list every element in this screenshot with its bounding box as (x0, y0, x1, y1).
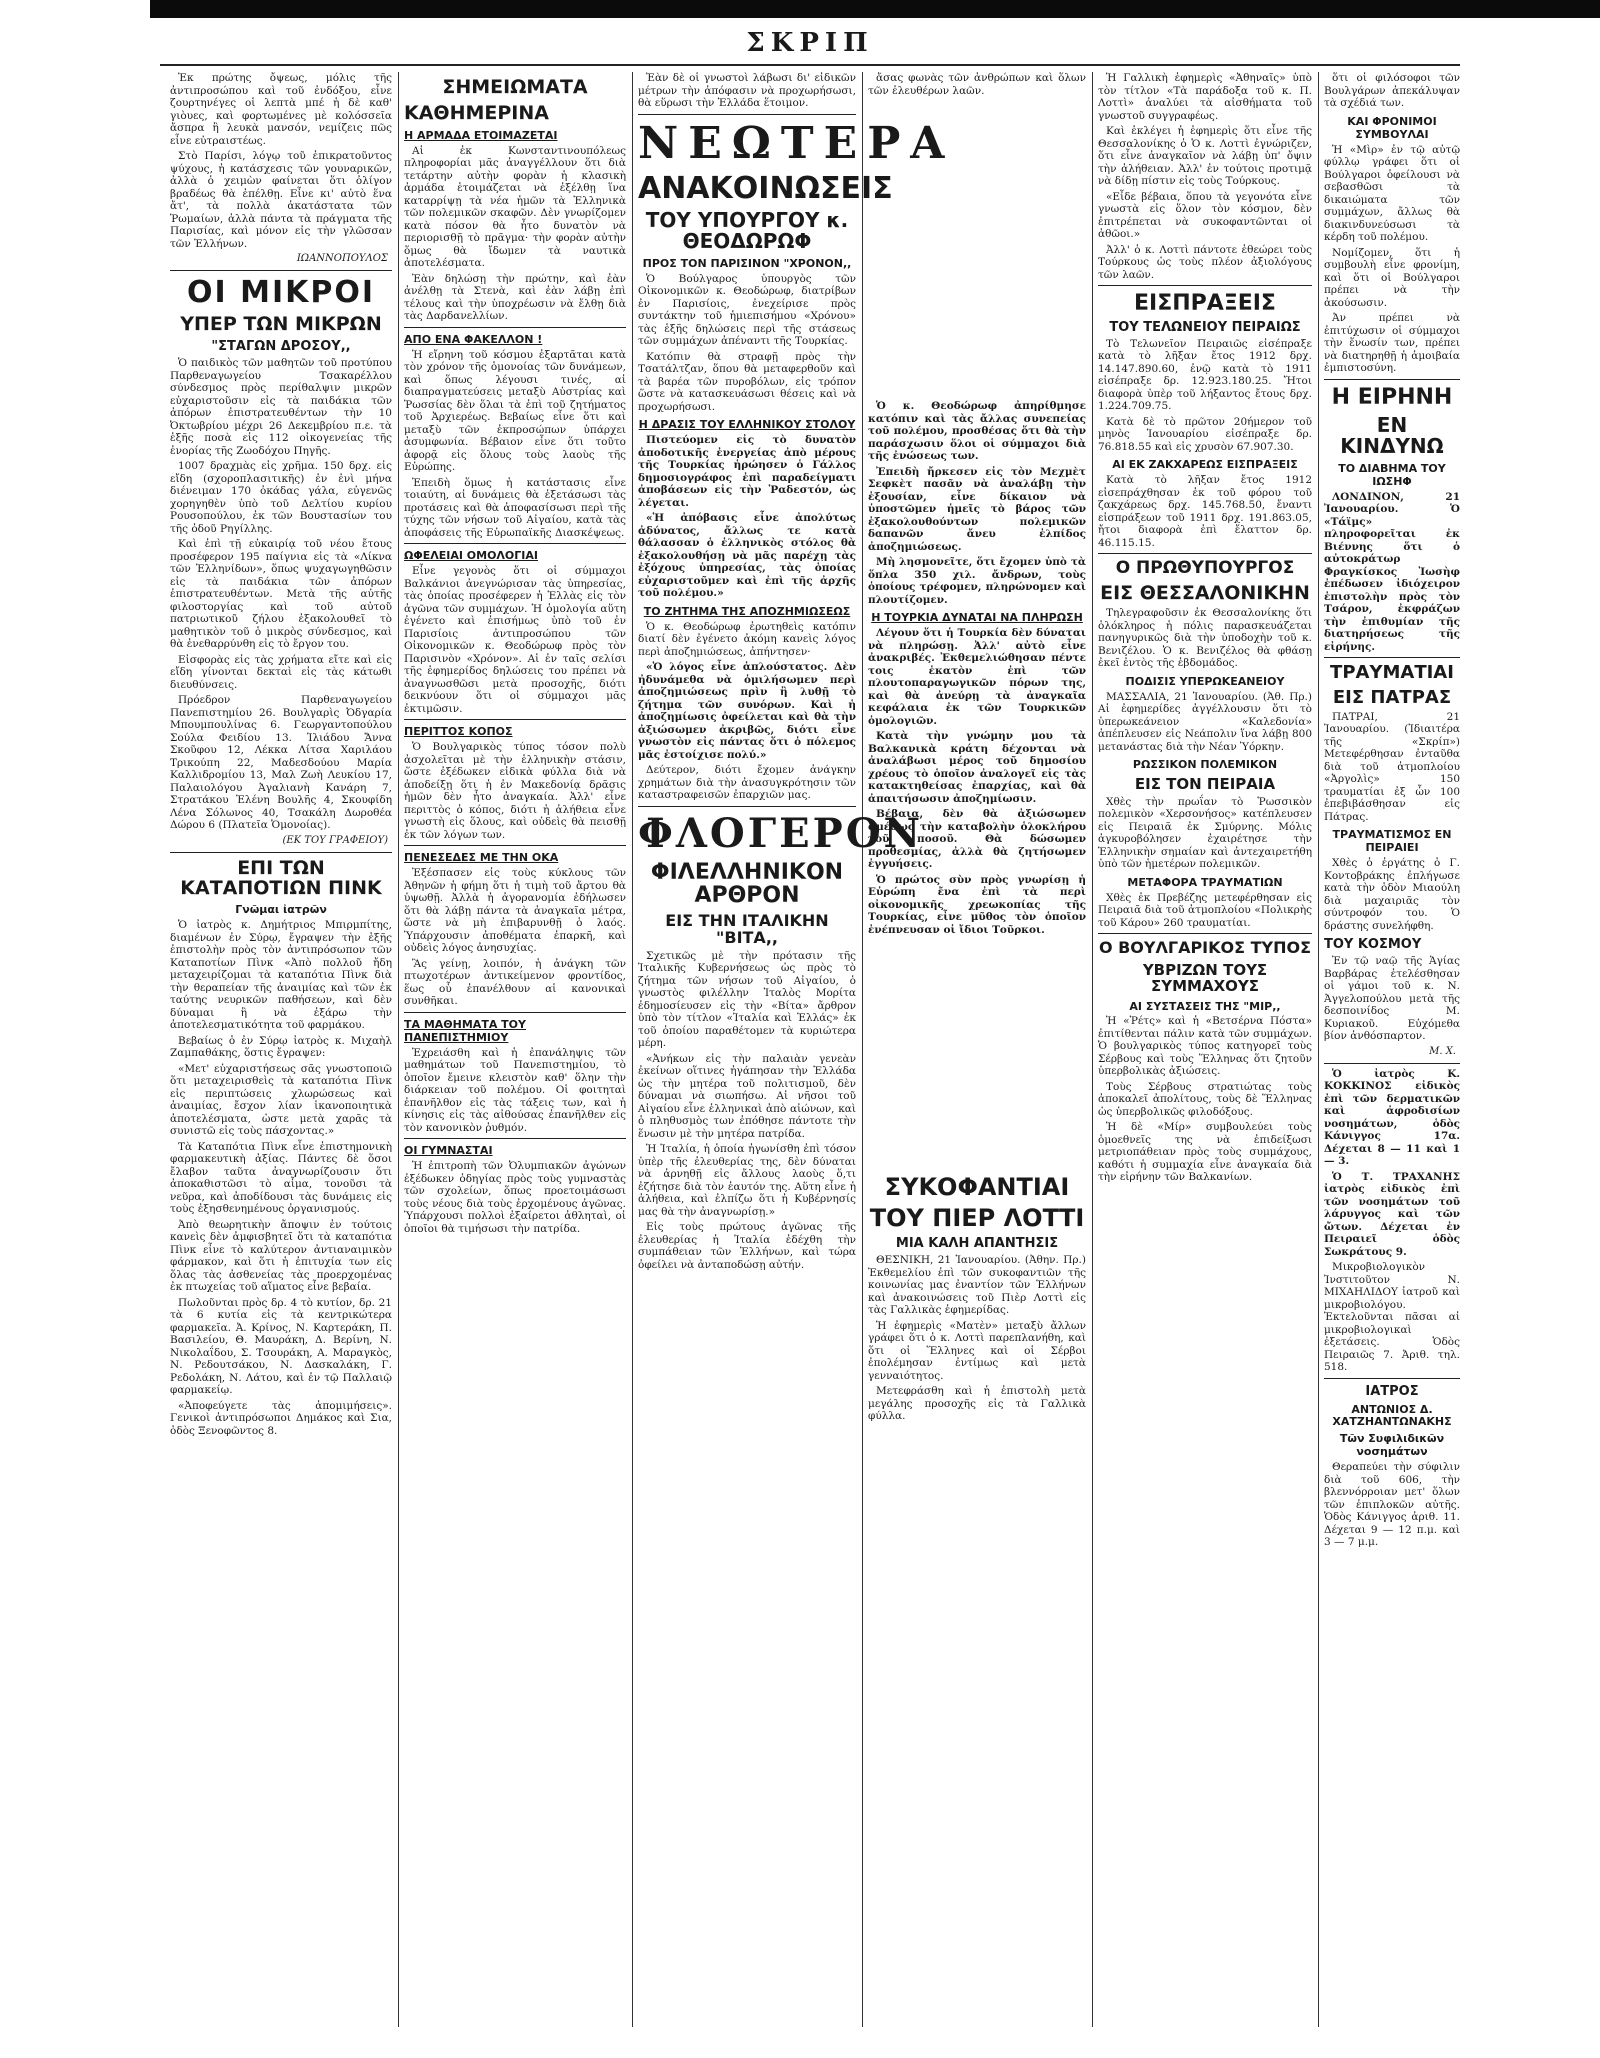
column-1 (170, 72, 392, 2027)
section-heading: ΚΑΘΗΜΕΡΙΝΑ (404, 101, 549, 124)
divider (170, 852, 392, 853)
divider (1324, 1378, 1460, 1379)
subheadline: Γνῶμαι ἰατρῶν (235, 903, 327, 917)
article-paragraph: Κατὰ δὲ τὸ πρῶτον 20ήμερον τοῦ μηνὸς Ἰανουαρίου εἰσέπραξε δρ. 76.818.55 καὶ εἰς χρυσὸν 67.907.30. (1098, 415, 1312, 453)
article-headline: ΜΕΤΑΦΟΡΑ ΤΡΑΥΜΑΤΙΩΝ (1127, 875, 1283, 889)
article-paragraph: ἄσας φωνὰς τῶν ἀνθρώπων καὶ ὅλων τῶν ἐλευθέρων λαῶν. (868, 72, 1086, 97)
article-headline: ΠΕΝΕΣΕΔΕΣ ΜΕ ΤΗΝ ΟΚΑ (404, 851, 559, 865)
article-paragraph: Ἡ ἐφημερὶς «Ματὲν» μεταξὺ ἄλλων γράφει ὅτι ὁ κ. Λοττὶ παρεπλανήθη, καὶ ὅτι οἱ Ἕλληνες καὶ οἱ Σέρβοι ἐπολέμησαν ἐντίμως καὶ μετὰ γενναιότητος. (868, 1319, 1086, 1382)
article-paragraph: Ἀπὸ θεωρητικὴν ἄποψιν ἐν τούτοις κανεὶς δὲν ἀμφισβητεῖ ὅτι τὰ καταπότια Πὶνκ εἶνε τὸ καλύτερον ἀντιαναιμικὸν φάρμακον, καὶ ὅτι ἡ ἐπιτυχία των εἰς ὅλας τὰς ἀσθενείας τὰς προερχομένας ἐκ πτωχείας τοῦ αἵματος εἶνε βεβαία. (170, 1218, 392, 1294)
article-paragraph: Ὁ Βούλγαρος ὑπουργὸς τῶν Οἰκονομικῶν κ. Θεοδώρωφ, διατρίβων ἐν Παρισίοις, ἐνεχείρισε πρὸς συντάκτην τοῦ ἡμιεπισήμου «Χρόνου» τὰς ἑξῆς δηλώσεις περὶ τῆς στάσεως τῶν συμμάχων ἀπέναντι τῆς Τουρκίας. (638, 272, 856, 348)
article-paragraph: Ὁ κ. Θεοδώρωφ ἀπηρίθμησε κατόπιν καὶ τὰς ἄλλας συνεπείας τοῦ πολέμου, προσθέσας ὅτι θὰ τὴν παράσχωσιν ὅλοι οἱ σύμμαχοι διὰ τῆς ἐνώσεως των. (868, 400, 1086, 462)
column-divider (632, 72, 633, 2027)
column-4 (868, 72, 1086, 2027)
article-paragraph: ΘΕΣΝΙΚΗ, 21 Ἰανουαρίου. (Ἀθην. Πρ.) Ἐκθεμελίου ἐπὶ τῶν συκοφαντιῶν τῆς κοινωνίας μας ἐναντίον τῶν Ἑλλήνων καὶ ἀνακοινώσεις τοῦ Πιὲρ Λοττὶ εἰς τὰς Γαλλικὰς ἐφημερίδας. (868, 1254, 1086, 1317)
advertisement-heading: ΑΝΤΩΝΙΟΣ Δ. ΧΑΤΖΗΑΝΤΩΝΑΚΗΣ (1332, 1403, 1452, 1428)
article-paragraph: Ἐὰν δηλώσῃ τὴν πρώτην, καὶ ἐὰν ἀνέλθῃ τὰ Στενὰ, καὶ ἐὰν λάβῃ ἐπὶ τέλους καὶ τὴν ὑποχρέωσιν νὰ ἔλθῃ διὰ τὰς Δαρδανελλίων. (404, 272, 626, 323)
article-paragraph: Ὁ ἰατρὸς κ. Δημήτριος Μπιρμπίτης, διαμένων ἐν Σύρῳ, ἔγραψεν τὴν ἑξῆς ἐπιστολὴν πρὸς τὸν ἀντιπρόσωπον τῶν Καταποτίων Πὶνκ «Ἀπὸ πολλοῦ ἤδη μεταχειρίζομαι τὰ καταπότια Πὶνκ διὰ τὴν θεραπείαν τῆς ἀναιμίας καὶ τῶν ἐκ ταύτης νευρικῶν παθήσεων, καὶ δὲν δύναμαι ἢ νὰ ἐξάρω τὴν ἀποτελεσματικότητα τοῦ φαρμάκου. (170, 919, 392, 1032)
divider (638, 114, 856, 115)
subheadline: ΠΡΟΣ ΤΟΝ ΠΑΡΙΣΙΝΟΝ "ΧΡΟΝΟΝ,, (642, 257, 852, 271)
article-paragraph: ΛΟΝΔΙΝΟΝ, 21 Ἰανουαρίου. Ὁ «Τάϊμς» πληροφορεῖται ἐκ Βιέννης ὅτι ὁ αὐτοκράτωρ Φραγκίσκος Ἰωσὴφ ἐπέδωσεν ἰδιόχειρον ἐπιστολὴν πρὸς τὸν Τσάρον, ἐκφράζων τὴν ἐπιθυμίαν τῆς διατηρήσεως τῆς εἰρήνης. (1324, 490, 1460, 653)
advertisement-heading: ΙΑΤΡΟΣ (1365, 1383, 1419, 1399)
article-paragraph: Πιστεύομεν εἰς τὸ δυνατὸν ἀποδοτικῆς ἐνεργείας ἀπὸ μέρους τῆς Τουρκίας ἡρώησεν ὁ Γάλλος δημοσιογράφος ἐπὶ παραδείγματι ἀποβάσεων εἰς τὴν Ῥαδεστόν, ὡς λέγεται. (638, 434, 856, 509)
article-paragraph: Κατὰ τὴν γνώμην μου τὰ Βαλκανικὰ κράτη δέχονται νὰ ἀναλάβωσι μέρος τοῦ δημοσίου χρέους τὸ ὁποῖον ἀναλογεῖ εἰς τὰς κατακτηθείσας ἐπαρχίας, καὶ θὰ ἀπαιτήσωσιν ἀποζημίωσιν. (868, 730, 1086, 805)
article-headline: Η ΤΟΥΡΚΙΑ ΔΥΝΑΤΑΙ ΝΑ ΠΛΗΡΩΣΗ (871, 611, 1083, 624)
article-headline: ΡΩΣΣΙΚΟΝ ΠΟΛΕΜΙΚΟΝ (1132, 758, 1278, 772)
advertisement: Θεραπεύει τὴν σύφιλιν διὰ τοῦ 606, τὴν βλεννόρροιαν μετ' ὅλων τῶν ἐπιπλοκῶν αὐτῆς. Ὁδὸς Κάνιγγος ἀριθ. 11. Δέχεται 9 — 12 π.μ. καὶ 3 — 7 μ.μ. (1324, 1461, 1460, 1549)
byline: ΙΩΑΝΝΟΠΟΥΛΟΣ (296, 253, 388, 264)
article-paragraph: Ἐκ πρώτης ὄψεως, μόλις τῆς ἀντιπροσώπου καὶ τοῦ ἐνδόξου, εἶνε ζουρτηνέγες οἱ λεπτὰ μπέ ἡ δὲ καθ' γιὸυες, καὶ φορτωμένες μὲ κολόσσεῖα ἄσπρα ἢ λευκὰ μανσόν, νεμίζεις πῶς εἶνε εὐτραιστέως. (170, 72, 392, 147)
article-paragraph: Τηλεγραφοῦσιν ἐκ Θεσσαλονίκης ὅτι ὁλόκληρος ἡ πόλις παρασκευάζεται πανηγυρικῶς διὰ τὴν ὑποδοχὴν τοῦ κ. Βενιζέλου. Ὁ κ. Βενιζέλος θὰ φθάσῃ ἐκεῖ ἐντὸς τῆς ἑβδομάδος. (1098, 607, 1312, 670)
article-paragraph: Χθὲς ἐκ Πρεβέζης μετεφέρθησαν εἰς Πειραιᾶ διὰ τοῦ ἀτμοπλοίου «Πολικρὴς τοῦ Κάρου» 260 τραυματίαι. (1098, 891, 1312, 929)
column-divider (398, 72, 399, 2027)
article-paragraph: Πρόεδρον Παρθεναγωγείου Πανεπιστημίου 26. Βουλγαρὶς Ὀδγαρία Μπουμπουλίνας 6. Γεωργαντοπούλου Σούλα Φειδίου 13. Ἰλιάδου Ἄννα Σκοῦφου 12, Λέκκα Λίτσα Χαριλάου Τρικούπη 22, Μαδεσδούου Μαρία Καλλιδρομίου 13, Μαλ Ζωὴ Λευκίου 17, Παλαιολόγου Ἀγαλιανὴ Κανάρη 7, Στρατάκου Ἑλένη Βουλῆς 4, Σκουφίδη Λένα Σόλωνος 40, Τσακάλη Δωροθέα Δώρου 6 (Πλατεῖα Ὁμονοίας). (170, 694, 392, 832)
article-headline: ΤΟΥ ΚΟΣΜΟΥ (1324, 937, 1422, 953)
article-paragraph: Τοὺς Σέρβους στρατιώτας τοὺς ἀποκαλεῖ ἀπολίτους, τοὺς δὲ Ἕλληνας ὡς ὑπερβολικῶς φιλοδόξους. (1098, 1080, 1312, 1118)
divider (404, 1138, 626, 1139)
article-paragraph: Νομίζομεν, ὅτι ἡ συμβουλὴ εἶνε φρονίμη, καὶ ὅτι οἱ Βούλγαροι πρέπει νὰ τὴν ἀκούσωσιν. (1324, 246, 1460, 309)
subheadline: ΦΙΛΕΛΛΗΝΙΚΟΝ ΑΡΘΡΟΝ (650, 859, 844, 908)
headline-mikroi: ΟΙ ΜΙΚΡΟΙ (186, 275, 376, 310)
article-headline: Η ΑΡΜΑΔΑ ΕΤΟΙΜΑΖΕΤΑΙ (404, 128, 558, 142)
subheadline: ΑΙ ΣΥΣΤΑΣΕΙΣ ΤΗΣ "ΜΙΡ,, (1129, 999, 1281, 1013)
article-paragraph: Καὶ ἐπὶ τῇ εὐκαιρίᾳ τοῦ νέου ἔτους προσέφερον 195 παίγνια εἰς τὰ «Λίκνα τῶν Ἑλληνίδων», ὅπως ψυχαγωγηθῶσιν εἰς τὰ παιδάκια τῶν ἀπόρων ἐπιστρατευθέντων. Μετὰ τῆς αὐτῆς φιλοστοργίας καὶ τοῦ αὐτοῦ πατριωτικοῦ ζήλου ἐξακολουθεῖ τὸ μαθητικὸν τοῦ ὁ μικρὸς σύνδεσμος, καὶ θὰ ἐνεθαρρύνθη εἰς τὸ ἔργον του. (170, 538, 392, 651)
article-paragraph: Βεβαίως ὁ ἐν Σύρῳ ἰατρὸς κ. Μιχαὴλ Ζαμπαθάκης, ὅστις ἔγραψεν: (170, 1034, 392, 1060)
subheadline: ΤΟΥ ΥΠΟΥΡΓΟΥ κ. ΘΕΟΔΩΡΩΦ (645, 208, 849, 254)
article-paragraph: Ἐὰν δὲ οἱ γνωστοὶ λάβωσι δι' εἰδικῶν μέτρων τὴν ἀπόφασιν νὰ προχωρήσωσι, θὰ εὕρωσι τὴν Ἑλλάδα ἕτοιμον. (638, 72, 856, 109)
divider (404, 543, 626, 544)
article-paragraph: Βέβαια, δὲν θὰ ἀξιώσωμεν ἀμέσως τὴν καταβολὴν ὁλοκλήρου τοῦ ποσοῦ. Θὰ δώσωμεν προθεσμίας, ἀλλὰ θὰ ζητήσωμεν ἐγγυήσεις. (868, 808, 1086, 870)
divider (404, 327, 626, 328)
article-paragraph: Ἂς γείνῃ, λοιπόν, ἡ ἀνάγκη τῶν πτωχοτέρων ἀντικείμενον φροντίδος, ἕως οὗ ἐπανέλθουν αἱ κανονικαὶ συνθῆκαι. (404, 957, 626, 1008)
byline: (ΕΚ ΤΟΥ ΓΡΑΦΕΙΟΥ) (282, 834, 388, 846)
article-paragraph: Χθὲς τὴν πρωΐαν τὸ Ῥωσσικὸν πολεμικὸν «Χερσονήσος» κατέπλευσεν εἰς Πειραιᾶ ἐκ Σμύρνης. Μόλις ἀγκυροβόλησεν ἐχαιρέτησε τὴν Ἑλληνικὴν σημαίαν καὶ ἀντεχαιρετήθη ὑπὸ τῶν ἡμετέρων πολεμικῶν. (1098, 795, 1312, 871)
subheadline: ΕΙΣ ΤΟΝ ΠΕΙΡΑΙΑ (1134, 775, 1276, 794)
article-paragraph: Ἐπειδὴ ὅμως ἡ κατάστασις εἶνε τοιαύτη, αἱ δυνάμεις θὰ ἐξετάσωσι τὰς προτάσεις καὶ θὰ ἀποφασίσωσι περὶ τῆς τύχης τῶν νήσων τοῦ Αἰγαίου, κατὰ τὰς ἀποφάσεις τῆς Εὐρωπαϊκῆς Διασκέψεως. (404, 476, 626, 539)
article-paragraph: Τὸ Τελωνεῖον Πειραιῶς εἰσέπραξε κατὰ τὸ λῆξαν ἔτος 1912 δρχ. 14.147.890.60, ἐνῷ κατὰ τὸ 1911 εἰσέπραξε δρ. 12.923.180.25. Ἤτοι διαφορὰ ὑπὲρ τοῦ λήξαντος ἔτους δρχ. 1.224.709.75. (1098, 337, 1312, 413)
divider (170, 270, 392, 271)
article-paragraph: Πωλοῦνται πρὸς δρ. 4 τὸ κυτίον, δρ. 21 τὰ 6 κυτία εἰς τὰ κεντρικώτερα φαρμακεῖα. Ἀ. Κρίνος, Ν. Καρτεράκη, Π. Βασιλείου, Θ. Μαυράκη, Δ. Βερίνη, Ν. Νικολαΐδου, Σ. Τσουράκη, Α. Μαραγκὸς, Ν. Ρεδουτσάκου, Ν. Δασκαλάκη, Γ. Ρεδολάκη, Ν. Λάτου, καὶ ἐν τῷ Παλλαιῷ φαρμακείῳ. (170, 1296, 392, 1397)
subheadline: "ΣΤΑΓΩΝ ΔΡΟΣΟΥ,, (211, 339, 351, 355)
article-paragraph: «Ἀνήκων εἰς τὴν παλαιὰν γενεὰν ἐκείνων οἵτινες ἠγάπησαν τὴν Ἑλλάδα ὡς τὴν μητέρα τοῦ πολιτισμοῦ, δὲν δύναμαι νὰ σιωπήσω. Αἱ νῆσοι τοῦ Αἰγαίου εἶνε ἑλληνικαὶ ἀπὸ αἰώνων, καὶ ὁ πληθυσμὸς των ἐπόθησε πάντοτε τὴν ἕνωσιν μὲ τὴν μητέρα πατρίδα. (638, 1052, 856, 1140)
divider (1098, 285, 1312, 286)
headline-wounded: ΤΡΑΥΜΑΤΙΑΙ (1330, 662, 1454, 684)
subheadline: ΤΟΥ ΤΕΛΩΝΕΙΟΥ ΠΕΙΡΑΙΩΣ (1109, 320, 1301, 336)
article-paragraph: 1007 δραχμὰς εἰς χρῆμα. 150 δρχ. εἰς εἴδη (σχοροπλασιτικῆς) ἐν ἐνὶ μήνα διένειμαν 170 ὀκάδας γάλα, εὐγενῶς χορηγηθὲν ὑπὸ τοῦ Δελτίου κυρίου Ρουσοπούλου, ἐκ τῶν Βουστασίων του τῆς ὁδοῦ Ρηγίλλης. (170, 460, 392, 535)
advertisement: Ὁ ἰατρὸς Κ. ΚΟΚΚΙΝΟΣ εἰδικὸς ἐπὶ τῶν δερματικῶν καὶ ἀφροδισίων νοσημάτων, ὁδὸς Κάνιγγος 17α. Δέχεται 8 — 11 καὶ 1 — 3. (1324, 1067, 1460, 1168)
article-paragraph: Ἐξέσπασεν εἰς τοὺς κύκλους τῶν Ἀθηνῶν ἡ φήμη ὅτι ἡ τιμὴ τοῦ ἄρτου θὰ ὑψωθῇ. Ἀλλὰ ἡ ἀγορανομία ἐδήλωσεν ὅτι θὰ λάβῃ πάντα τὰ ἀναγκαῖα μέτρα, ὥστε νὰ μὴ ἐπιβαρυνθῇ ὁ λαός. Ὑπάρχουσιν ἀποθέματα ἐπαρκῆ, καὶ οὐδεὶς λόγος ἀνησυχίας. (404, 867, 626, 955)
article-headline: ΠΟΔΙΣΙΣ ΥΠΕΡΩΚΕΑΝΕΙΟΥ (1125, 674, 1285, 688)
advertisement: Ὁ Τ. ΤΡΑΧΑΝΗΣ ἰατρὸς εἰδικὸς ἐπὶ τῶν νοσημάτων τοῦ λάρυγγος καὶ τῶν ὤτων. Δέχεται ἐν Πειραιεῖ ὁδὸς Σωκράτους 9. (1324, 1170, 1460, 1258)
divider (1324, 379, 1460, 380)
section-heading: ΣΗΜΕΙΩΜΑΤΑ (442, 76, 588, 98)
headline-pink: ΕΠΙ ΤΩΝ ΚΑΤΑΠΟΤΙΩΝ ΠΙΝΚ (180, 856, 382, 899)
column-divider (862, 72, 863, 2027)
article-paragraph: «Ἡ ἀπόβασις εἶνε ἀπολύτως ἀδύνατος, ἄλλως τε κατὰ θάλασσαν ὁ ἑλληνικὸς στόλος θὰ ἐξακολουθήσῃ νὰ μᾶς παρέχῃ τὰς ἐξόχους ὑπηρεσίας, τὰς ὁποίας εὐχαριστοῦμεν καὶ ἐπὶ τῆς ἀρχῆς τοῦ πολέμου.» (638, 512, 856, 600)
article-headline: ΚΑΙ ΦΡΟΝΙΜΟΙ ΣΥΜΒΟΥΛΑΙ (1347, 114, 1437, 141)
article-paragraph: Κατὰ τὸ λῆξαν ἔτος 1912 εἰσεπράχθησαν ἐκ τοῦ φόρου τοῦ ζακχάρεως δρχ. 145.768.50, ἔναντι εἰσπράξεων τοῦ 1911 δρχ. 191.863.05, ἤτοι διαφορὰ ἐπὶ ἔλαττον δρ. 46.115.15. (1098, 474, 1312, 549)
article-paragraph: Ἐχρειάσθη καὶ ἡ ἐπανάληψις τῶν μαθημάτων τοῦ Πανεπιστημίου, τὸ ὁποῖον ἔμεινε κλειστὸν καθ' ὅλην τὴν διάρκειαν τοῦ πολέμου. Οἱ φοιτηταὶ ἐπανῆλθον εἰς τὰς τάξεις των, καὶ ἡ κίνησις εἰς τὰς αἰθούσας ἐπανῆλθεν εἰς τὸν κανονικὸν ῥυθμόν. (404, 1046, 626, 1134)
article-headline: ΤΑ ΜΑΘΗΜΑΤΑ ΤΟΥ ΠΑΝΕΠΙΣΤΗΜΙΟΥ (404, 1017, 526, 1044)
headline-peace: Η ΕΙΡΗΝΗ (1331, 384, 1453, 410)
article-paragraph: Δεύτερον, διότι ἔχομεν ἀνάγκην χρημάτων διὰ τὴν ἀνασυγκρότησιν τῶν καταστραφεισῶν ἐπαρχιῶν μας. (638, 764, 856, 802)
article-paragraph: Ὁ παιδικὸς τῶν μαθητῶν τοῦ προτύπου Παρθεναγωγείου Τσακαρέλλου σύνδεσμος πρὸς περίθαλψιν μικρῶν εὐχαριστοῦσιν εἰς τὰ παιδάκια τῶν ἀπόρων ἐπιστρατευθέντων τὴν 10 Ὀκτωβρίου μέχρι 26 Δεκεμβρίου π.ε. τὰ ἑξῆς ποσὰ εἰς 112 οἰκογενείας τῆς ἐνορίας τῆς Ζωοδόχου Πηγῆς. (170, 357, 392, 457)
newspaper-masthead: ΣΚΡΙΠ (746, 28, 874, 58)
headline-eispraxeis: ΕΙΣΠΡΑΞΕΙΣ (1134, 291, 1276, 316)
article-paragraph: «Μετ' εὐχαριστήσεως σᾶς γνωστοποιῶ ὅτι μεταχειρισθεὶς τὰ καταπότια Πὶνκ εἰς περιπτώσεις χλωρώσεως καὶ ἀναιμίας, ἔσχον λίαν ἱκανοποιητικὰ ἀποτελέσματα, ὡστε μετὰ χαρᾶς τὰ συνιστῶ εἰς τοὺς πάσχοντας.» (170, 1062, 392, 1138)
article-paragraph: Χθὲς ὁ ἐργάτης ὁ Γ. Κοντοβράκης ἐπλήγωσε κατὰ τὴν ὁδὸν Μιαούλη διὰ μαχαιριᾶς τὸν σύντροφόν του. Ὁ δράστης συνελήφθη. (1324, 857, 1460, 932)
article-paragraph: Ἡ Γαλλικὴ ἐφημερὶς «Ἀθηναῖς» ὑπὸ τὸν τίτλον «Τὰ παράδοξα τοῦ κ. Π. Λοττὶ» ἀναλύει τὰ αἰσθήματα τοῦ γνωστοῦ συγγραφέως. (1098, 72, 1312, 122)
article-paragraph: Ὁ κ. Θεοδώρωφ ἐρωτηθεὶς κατόπιν διατί δὲν ἐγένετο ἀκόμη κανεὶς λόγος περὶ ἀποζημιώσεως, ἀπήντησεν· (638, 620, 856, 658)
subheadline: ΕΙΣ ΘΕΣΣΑΛΟΝΙΚΗΝ (1100, 582, 1310, 605)
subheadline: ΜΙΑ ΚΑΛΗ ΑΠΑΝΤΗΣΙΣ (895, 1236, 1059, 1252)
byline: Μ. Χ. (1429, 1045, 1456, 1057)
article-headline: ΤΡΑΥΜΑΤΙΣΜΟΣ ΕΝ ΠΕΙΡΑΙΕΙ (1332, 828, 1452, 855)
article-paragraph: Ὁ Βουλγαρικὸς τύπος τόσον πολὺ ἀσχολεῖται μὲ τὴν ἑλληνικὴν στάσιν, ὥστε ἐξέδωκεν εἰδικὰ φύλλα διὰ νὰ ἀποδείξῃ ὅτι ἡ ἐν Μακεδονίᾳ δρᾶσις ἡμῶν δὲν ἦτο ἀναγκαία. Ἀλλ' εἶνε περιττὸς ὁ κόπος, διότι ἡ ἀλήθεια εἶνε γνωστὴ εἰς ὅλους, καὶ οὐδεὶς θὰ πεισθῇ ἐκ τῶν λόγων των. (404, 741, 626, 841)
subheadline: ΕΙΣ ΠΑΤΡΑΣ (1332, 686, 1452, 708)
article-headline: ΤΟ ΖΗΤΗΜΑ ΤΗΣ ΑΠΟΖΗΜΙΩΣΕΩΣ (643, 604, 851, 618)
divider (1324, 1063, 1460, 1064)
divider (404, 719, 626, 720)
article-paragraph: Στὸ Παρίσι, λόγῳ τοῦ ἐπικρατοῦντος ψύχους, ἡ κατάσχεσις τῶν γουναρικῶν, ἀλλὰ ὁ χειμὼν φαίνεται ὅτι ὀλίγον βραδέως θὰ ἐπέλθῃ. Εἶνε κι' αὐτὸ ἕνα ἄτ', τὰ πολλὰ ἀκατάστατα τῶν Ῥωμαίων, ἀλλὰ πάντα τὰ πράγματα τῆς Παρισίας, καὶ μόνον εἰς τὴν γλῶσσαν τῶν Ἑλλήνων. (170, 150, 392, 250)
subheadline: ΥΒΡΙΖΩΝ ΤΟΥΣ ΣΥΜΜΑΧΟΥΣ (1142, 961, 1268, 995)
divider (404, 1012, 626, 1013)
column-divider (1318, 72, 1319, 2027)
article-paragraph: «Εἶδε βέβαια, ὅπου τὰ γεγονότα εἶνε γνωστὰ εἰς ὅλον τὸν κόσμον, δὲν ἐπιτρέπεται νὰ συκοφαντῶνται οἱ ἀθῶοι.» (1098, 190, 1312, 240)
article-paragraph: «Ἀποφεύγετε τὰς ἀπομιμήσεις». Γενικοὶ ἀντιπρόσωποι Δημάκος καὶ Σια, ὁδὸς Ξενοφῶντος 8. (170, 1399, 392, 1437)
article-paragraph: Μὴ λησμονεῖτε, ὅτι ἔχομεν ὑπὸ τὰ ὅπλα 350 χιλ. ἄνδρων, τοὺς ὁποίους τρέφομεν, πληρώνομεν καὶ πλουτίζομεν. (868, 556, 1086, 606)
divider (1324, 657, 1460, 658)
subheadline: ΥΠΕΡ ΤΩΝ ΜΙΚΡΩΝ (180, 312, 382, 335)
article-paragraph: Σχετικῶς μὲ τὴν πρότασιν τῆς Ἰταλικῆς Κυβερνήσεως ὡς πρὸς τὸ ζήτημα τῶν νήσων τοῦ Αἰγαίου, ὁ γνωστὸς φιλέλλην Ἰταλὸς Μορίτα ἐδημοσίευσεν εἰς τὴν «Βίτα» ἄρθρον ὑπὸ τὸν τίτλον «Ἰταλία καὶ Ἑλλάς» ἐκ τοῦ ὁποίου παραθέτομεν τὰ κυριώτερα μέρη. (638, 949, 856, 1050)
headline-newer: ΝΕΩΤΕΡΑ (638, 117, 955, 169)
article-headline: ΟΙ ΓΥΜΝΑΣΤΑΙ (404, 1144, 493, 1158)
headline-bulgarian-press: Ο ΒΟΥΛΓΑΡΙΚΟΣ ΤΥΠΟΣ (1098, 938, 1312, 958)
article-paragraph: Εἰσφορὰς εἰς τὰς χρήματα εἴτε καὶ εἰς εἴδη γίνονται δεκταὶ εἰς τὰς κάτωθι διευθύνσεις. (170, 653, 392, 691)
subheadline: ΕΝ ΚΙΝΔΥΝΩ (1340, 412, 1444, 458)
article-headline: Η ΔΡΑΣΙΣ ΤΟΥ ΕΛΛΗΝΙΚΟΥ ΣΤΟΛΟΥ (638, 418, 856, 432)
article-paragraph: Ἡ ἐπιτροπὴ τῶν Ὀλυμπιακῶν ἀγώνων ἐξέδωκεν ὁδηγίας πρὸς τοὺς γυμναστὰς τῶν σχολείων, ὅπως προετοιμάσωσι τοὺς νέους διὰ τοὺς ἐρχομένους ἀγῶνας. Ὑπάρχουσι πολλοὶ ἐξαίρετοι ἀθληταὶ, οἱ ὁποῖοι θὰ τιμήσωσι τὴν πατρίδα. (404, 1160, 626, 1235)
divider (1098, 553, 1312, 554)
article-paragraph: Μετεφράσθη καὶ ἡ ἐπιστολὴ μετὰ μεγάλης προσοχῆς εἰς τὰ Γαλλικὰ φύλλα. (868, 1385, 1086, 1423)
article-paragraph: ΠΑΤΡΑΙ, 21 Ἰανουαρίου. (Ἰδιαιτέρα τῆς «Σκρίπ») Μετεφέρθησαν ἐνταῦθα διὰ τοῦ ἀτμοπλοίου «Ἀργολὶς» 150 τραυματίαι ἐξ ὧν 100 ἐπεβιβάσθησαν εἰς Πάτρας. (1324, 710, 1460, 823)
article-paragraph: Ἡ Ἰταλία, ἡ ὁποία ἠγωνίσθη ἐπὶ τόσον ὑπὲρ τῆς ἐλευθερίας της, δὲν δύναται νὰ ἀρνηθῇ εἰς ἄλλους λαοὺς ὅ,τι ἐζήτησε διὰ τὸν ἑαυτόν της. Αὕτη εἶνε ἡ ἀλήθεια, καὶ ἐλπίζω ὅτι ἡ Κυβέρνησίς μας θὰ τὴν ἀναγνωρίσῃ.» (638, 1143, 856, 1218)
article-headline: ΠΕΡΙΤΤΟΣ ΚΟΠΟΣ (404, 725, 513, 739)
article-paragraph: «Ὁ λόγος εἶνε ἁπλούστατος. Δὲν ἠδυνάμεθα νὰ ὁμιλήσωμεν περὶ ἀποζημιώσεως πρὶν ἢ λυθῇ τὸ ζήτημα τῶν συνόρων. Καὶ ἡ ἀποζημίωσις ὀφείλεται καὶ θὰ τὴν ἀξιώσωμεν ἀκριβῶς, διότι εἶνε γνωστὸν εἰς πάντας ὅτι ὁ πόλεμος μᾶς ἐστοίχισε πολύ.» (638, 661, 856, 761)
divider (638, 806, 856, 807)
article-paragraph: Ὁ πρώτος σὺν πρὸς γνωρίσῃ ἡ Εὐρώπη ἔνα ἐπὶ τὰ περὶ οἰκονομικῆς χρεωκοπίας τῆς Τουρκίας, εἶνε μῦθος τὸν ὁποῖον ἐνέπνευσαν οἱ ἴδιοι Τοῦρκοι. (868, 873, 1086, 936)
column-3 (638, 72, 955, 2027)
article-paragraph: Τὰ Καταπότια Πὶνκ εἶνε ἐπιστημονικὴ φαρμακευτικὴ ἀξίας. Πάντες δὲ ὅσοι ἔλαβον ταῦτα ἀναγνωρίζουσιν ὅτι ἀποκαθιστῶσι τὸ αἷμα, τονοῦσι τὰ νεῦρα, καὶ ἀποδίδουσι τὰς δυνάμεις εἰς τοὺς ἐξησθενημένους ὀργανισμούς. (170, 1140, 392, 1216)
advertisement-subheading: Τῶν Συφιλιδικῶν νοσημάτων (1339, 1432, 1445, 1459)
column-6 (1324, 72, 1460, 2027)
article-paragraph: Κατόπιν θὰ στραφῇ πρὸς τὴν Τσατάλτζαν, ὅπου θὰ μεταφερθοῦν καὶ τὰ βαρέα τῶν πυροβόλων, εἰς τρόπον ὥστε νὰ κατασκευάσωσι θέσεις καὶ νὰ προχωρήσωσι. (638, 350, 856, 413)
article-headline: ΑΙ ΕΚ ΖΑΚΧΑΡΕΩΣ ΕΙΣΠΡΑΞΕΙΣ (1112, 458, 1298, 472)
subheadline: ΕΙΣ ΤΗΝ ΙΤΑΛΙΚΗΝ "ΒΙΤΑ,, (665, 910, 829, 947)
article-paragraph: Ἐν τῷ ναῷ τῆς Ἁγίας Βαρβάρας ἐτελέσθησαν οἱ γάμοι τοῦ κ. Ν. Ἀγγελοπούλου μετὰ τῆς δεσποινίδος Μ. Κυριακοῦ. Εὐχόμεθα βίον ἀνθόσπαρτον. (1324, 955, 1460, 1043)
article-paragraph: Ἡ «Ῥέτς» καὶ ἡ «Βετσέρνα Πόστα» ἐπιτίθενται πάλιν κατὰ τῶν συμμάχων. Ὁ βουλγαρικὸς τύπος κατηγορεῖ τοὺς Σέρβους καὶ τοὺς Ἕλληνας ὅτι ζητοῦν ὑπερβολικὰς ἀξιώσεις. (1098, 1015, 1312, 1078)
headline-flogeron: ΦΛΟΓΕΡΟΝ (638, 809, 924, 857)
advertisement: Μικροβιολογικὸν Ἰνστιτοῦτον Ν. ΜΙΧΑΗΛΙΔΟΥ ἰατροῦ καὶ μικροβιολόγου. Ἐκτελοῦνται πᾶσαι αἱ μικροβιολογικαὶ ἐξετάσεις. Ὁδὸς Πειραιῶς 7. Ἀριθ. τηλ. 518. (1324, 1261, 1460, 1374)
subheadline: ΤΟΥ ΠΙΕΡ ΛΟΤΤΙ (869, 1204, 1085, 1233)
subheadline: ΤΟ ΔΙΑΒΗΜΑ ΤΟΥ ΙΩΣΗΦ (1338, 461, 1446, 488)
article-paragraph: ΜΑΣΣΑΛΙΑ, 21 Ἰανουαρίου. (Ἀθ. Πρ.) Αἱ ἐφημερίδες ἀγγέλλουσιν ὅτι τὸ ὑπερωκεάνειον «Καλεδονία» ἀπέπλευσεν εἰς Νεάπολιν ἵνα λάβῃ 800 μετανάστας διὰ τὴν Νέαν Ὑόρκην. (1098, 690, 1312, 753)
article-paragraph: Εἰς τοὺς πρώτους ἀγῶνας τῆς ἐλευθερίας ἡ Ἰταλία ἐδέχθη τὴν συμπάθειαν τῶν Ἑλλήνων, καὶ τώρα ὀφείλει νὰ ἀνταποδώσῃ αὐτήν. (638, 1221, 856, 1271)
column-divider (1092, 72, 1093, 2027)
headline-announcements: ΑΝΑΚΟΙΝΩΣΕΙΣ (638, 170, 893, 206)
article-paragraph: Αἱ ἐκ Κωνσταντινουπόλεως πληροφορίαι μᾶς ἀναγγέλλουν ὅτι διὰ τετάρτην αὐτὴν φορὰν ἡ κλασικὴ ἀρμάδα ἑτοιμάζεται νὰ ἐξέλθῃ ἵνα καταρρίψῃ τὰ νέα ἡμῶν τὰ Ἑλληνικὰ τῶν πολεμικῶν σκαφῶν. Δὲν γνωρίζομεν κατὰ πόσον θὰ ἦτο δυνατὸν νὰ περιορισθῇ τὸ πρᾶγμα· τὴν φορὰν αὐτὴν ὅμως θὰ ἴδωμεν τὰ ναυτικὰ ἀποτελέσματα. (404, 144, 626, 270)
article-paragraph: Ἀν πρέπει νὰ ἐπιτύχωσιν οἱ σύμμαχοι τὴν ἕνωσίν των, πρέπει νὰ διατηρηθῇ ἡ ἀμοιβαία ἐμπιστοσύνη. (1324, 312, 1460, 374)
article-paragraph: Καὶ ἐκλέγει ἡ ἐφημερὶς ὅτι εἶνε τῆς Θεσσαλονίκης ὁ Ὁ κ. Λοττὶ ἐγνώριζεν, ὅτι εἶνε ἀναγκαῖον νὰ λάβῃ ὑπ' ὄψιν τὴν ἀλήθειαν. Ἀλλ' ἐν τούτοις προτιμᾷ νὰ δίδῃ πίστιν εἰς τοὺς Τούρκους. (1098, 125, 1312, 187)
top-black-bar (150, 0, 1600, 18)
article-paragraph: Ἐπειδὴ ἤρκεσεν εἰς τὸν Μεχμὲτ Σεφκὲτ πασᾶν νὰ ἀναλάβῃ τὴν ἐξουσίαν, εἶνε δίκαιον νὰ ὑποστῶμεν ἡμεῖς τὸ βάρος τῶν ἐξακολουθούντων πολεμικῶν δαπανῶν ἄνευ ἐλπίδος ἀποζημιώσεως. (868, 465, 1086, 553)
article-headline: ΑΠΟ ΕΝΑ ΦΑΚΕΛΛΟΝ ! (404, 332, 543, 346)
article-paragraph: Ἡ εἴρηνη τοῦ κόσμου ἐξαρτᾶται κατὰ τὸν χρόνον τῆς ὁμονοίας τῶν δυνάμεων, καὶ ὅπως λέγουσι τινές, αἱ διαπραγματεύσεις μεταξὺ Αὐστρίας καὶ Ῥωσσίας δὲν ὅλαι τὰ ἐπὶ τοῦ ζητήματος τοῦ Ἀρχιερέως. Βεβαίως εἶνε ὅτι καὶ μεταξὺ τῶν ἐκπροσώπων ὑπάρχει ἀσυμφωνία. Βέβαιον εἶνε ὅτι τοῦτο ἀφορᾷ εἰς ὅλους τοὺς λαοὺς τῆς Εὐρώπης. (404, 348, 626, 474)
article-headline: ΩΦΕΛΕΙΑΙ ΟΜΟΛΟΓΙΑΙ (404, 549, 538, 563)
headline-prime-minister: Ο ΠΡΩΘΥΠΟΥΡΓΟΣ (1115, 558, 1295, 579)
article-paragraph: Ἀλλ' ὁ κ. Λοττὶ πάντοτε ἐθεώρει τοὺς Τούρκους ὡς τοὺς πλέον ἀξιολόγους τῶν λαῶν. (1098, 243, 1312, 281)
column-2 (404, 72, 626, 2027)
article-paragraph: Ἡ «Μὶρ» ἐν τῷ αὐτῷ φύλλῳ γράφει ὅτι οἱ Βούλγαροι ὀφείλουσι νὰ σεβασθῶσι τὰ δικαιώματα τῶν συμμάχων, ἄλλως θὰ διακινδυνεύσωσι τὰ κέρδη τοῦ πολέμου. (1324, 143, 1460, 243)
column-5 (1098, 72, 1312, 2027)
article-paragraph: Λέγουν ὅτι ἡ Τουρκία δὲν δύναται νὰ πληρώσῃ. Ἀλλ' αὐτὸ εἶνε ἀνακριβές. Ἐκθεμελιώθησαν πέντε τοις ἑκατὸν ἐπὶ τῶν πλουτοπαραγωγικῶν πόρων της, καὶ θὰ ἀνεύρῃ τὰ ἀναγκαῖα κεφάλαια ἐκ τῶν Τουρκικῶν ὁμολογιῶν. (868, 627, 1086, 727)
article-paragraph: ὅτι οἱ φιλόσοφοι τῶν Βουλγάρων ἀπεκάλυψαν τὰ σχέδιά των. (1324, 72, 1460, 109)
article-paragraph: Ἡ δὲ «Μίρ» συμβουλεύει τοὺς ὁμοεθνεῖς της νὰ ἐπιδείξωσι μετριοπάθειαν πρὸς τοὺς συμμάχους, καθότι ἡ συμμαχία εἶνε ἀναγκαία διὰ τὴν εἰρήνην τῶν Βαλκανίων. (1098, 1121, 1312, 1184)
divider (404, 845, 626, 846)
masthead-rule (160, 64, 1460, 66)
divider (1098, 933, 1312, 934)
article-paragraph: Εἶνε γεγονὸς ὅτι οἱ σύμμαχοι Βαλκάνιοι ἀνεγνώρισαν τὰς ὑπηρεσίας, τὰς ὁποίας προσέφερεν ἡ Ἑλλὰς εἰς τὸν ἀγῶνα τῶν συμμάχων. Ἡ ὁμολογία αὕτη ἐγένετο καὶ ἐπισήμως ὑπὸ τοῦ ἐν Παρισίοις ἀντιπροσώπου τῶν Οἰκονομικῶν κ. Θεοδώρωφ πρὸς τὸν Παρισινὸν «Χρόνον». Αἱ ἐν ταῖς σελίσι τῆς ἐφημερίδος δηλώσεις του πρέπει νὰ ἀναγνωσθῶσι μετὰ προσοχῆς, διότι δεικνύουν ὅτι οἱ σύμμαχοι μᾶς ἐκτιμῶσιν. (404, 565, 626, 715)
headline-sykofantiai: ΣΥΚΟΦΑΝΤΙΑΙ (884, 1173, 1070, 1201)
